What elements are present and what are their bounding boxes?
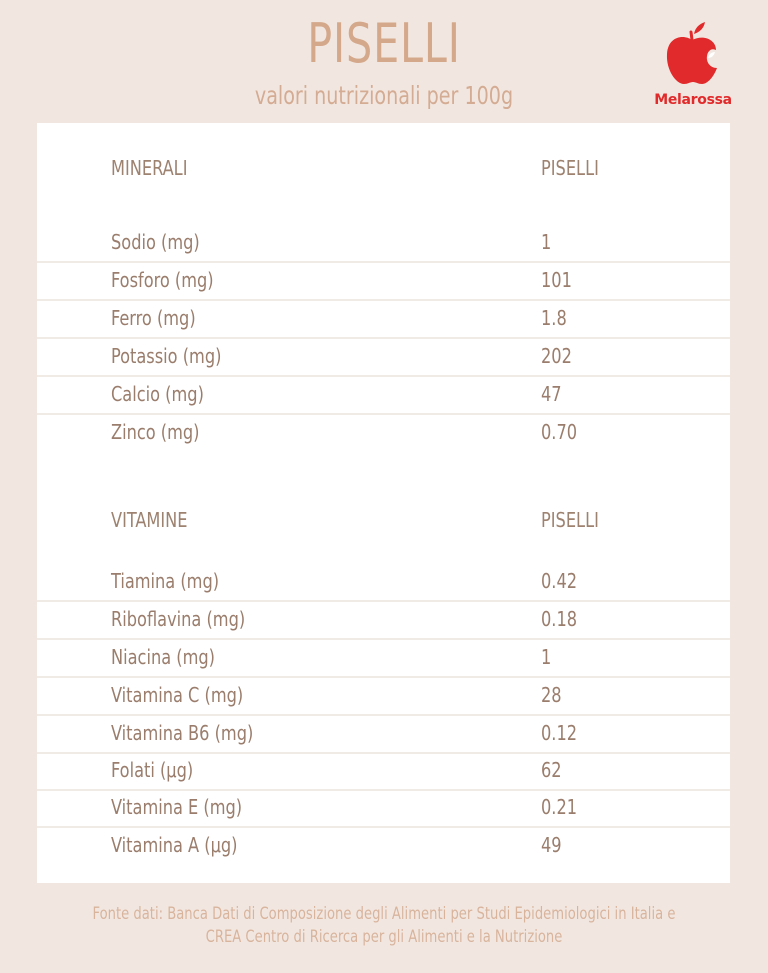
nutrient-value: 62: [541, 758, 562, 782]
apple-icon: [664, 20, 722, 88]
vitamins-header-value: PISELLI: [541, 508, 599, 532]
nutrient-value: 1: [541, 645, 552, 669]
table-row: [37, 676, 730, 716]
nutrient-value: 0.18: [541, 607, 578, 631]
table-row: [37, 375, 730, 415]
nutrient-value: 202: [541, 344, 572, 368]
nutrient-value: 0.42: [541, 569, 578, 593]
minerals-header-label: MINERALI: [111, 156, 188, 180]
nutrient-label: Vitamina B6 (mg): [111, 721, 254, 745]
table-row: [37, 261, 730, 301]
source-line-2: CREA Centro di Ricerca per gli Alimenti e la Nutrizione: [205, 927, 563, 947]
nutrient-label: Folati (μg): [111, 758, 194, 782]
nutrition-table: [37, 123, 730, 883]
nutrient-label: Potassio (mg): [111, 344, 222, 368]
source-line-1: Fonte dati: Banca Dati di Composizione degli Alimenti per Studi Epidemiologici in Italia e: [92, 904, 676, 924]
table-row: [37, 751, 730, 791]
page-subtitle: valori nutrizionali per 100g: [254, 81, 514, 110]
nutrient-value: 0.12: [541, 721, 578, 745]
nutrient-label: Tiamina (mg): [111, 569, 220, 593]
nutrient-value: 101: [541, 268, 572, 292]
nutrient-value: 49: [541, 833, 562, 857]
brand-logo[interactable]: [648, 20, 738, 112]
nutrient-label: Vitamina A (μg): [111, 833, 238, 857]
minerals-header-value: PISELLI: [541, 156, 599, 180]
nutrient-value: 28: [541, 683, 562, 707]
table-row: [37, 337, 730, 377]
page-title: PISELLI: [307, 12, 461, 75]
nutrient-label: Vitamina C (mg): [111, 683, 244, 707]
nutrient-value: 0.70: [541, 420, 578, 444]
table-row: [37, 714, 730, 754]
nutrient-value: 47: [541, 382, 562, 406]
vitamins-header-row: [37, 501, 730, 539]
nutrient-label: Sodio (mg): [111, 230, 200, 254]
nutrient-label: Vitamina E (mg): [111, 795, 243, 819]
table-row: [37, 413, 730, 451]
nutrient-label: Riboflavina (mg): [111, 607, 246, 631]
table-row: [37, 638, 730, 678]
table-row: [37, 826, 730, 864]
minerals-header-row: [37, 149, 730, 187]
nutrient-label: Niacina (mg): [111, 645, 215, 669]
vitamins-header-label: VITAMINE: [111, 508, 188, 532]
nutrient-label: Fosforo (mg): [111, 268, 214, 292]
nutrient-label: Zinco (mg): [111, 420, 200, 444]
table-row: [37, 788, 730, 828]
source-footnote: [0, 903, 768, 949]
nutrient-label: Ferro (mg): [111, 306, 196, 330]
nutrient-label: Calcio (mg): [111, 382, 204, 406]
nutrient-value: 1: [541, 230, 552, 254]
table-row: [37, 223, 730, 263]
brand-name: Melarossa: [654, 92, 732, 108]
nutrient-value: 0.21: [541, 795, 578, 819]
table-row: [37, 299, 730, 339]
table-row: [37, 600, 730, 640]
table-row: [37, 562, 730, 602]
nutrient-value: 1.8: [541, 306, 567, 330]
